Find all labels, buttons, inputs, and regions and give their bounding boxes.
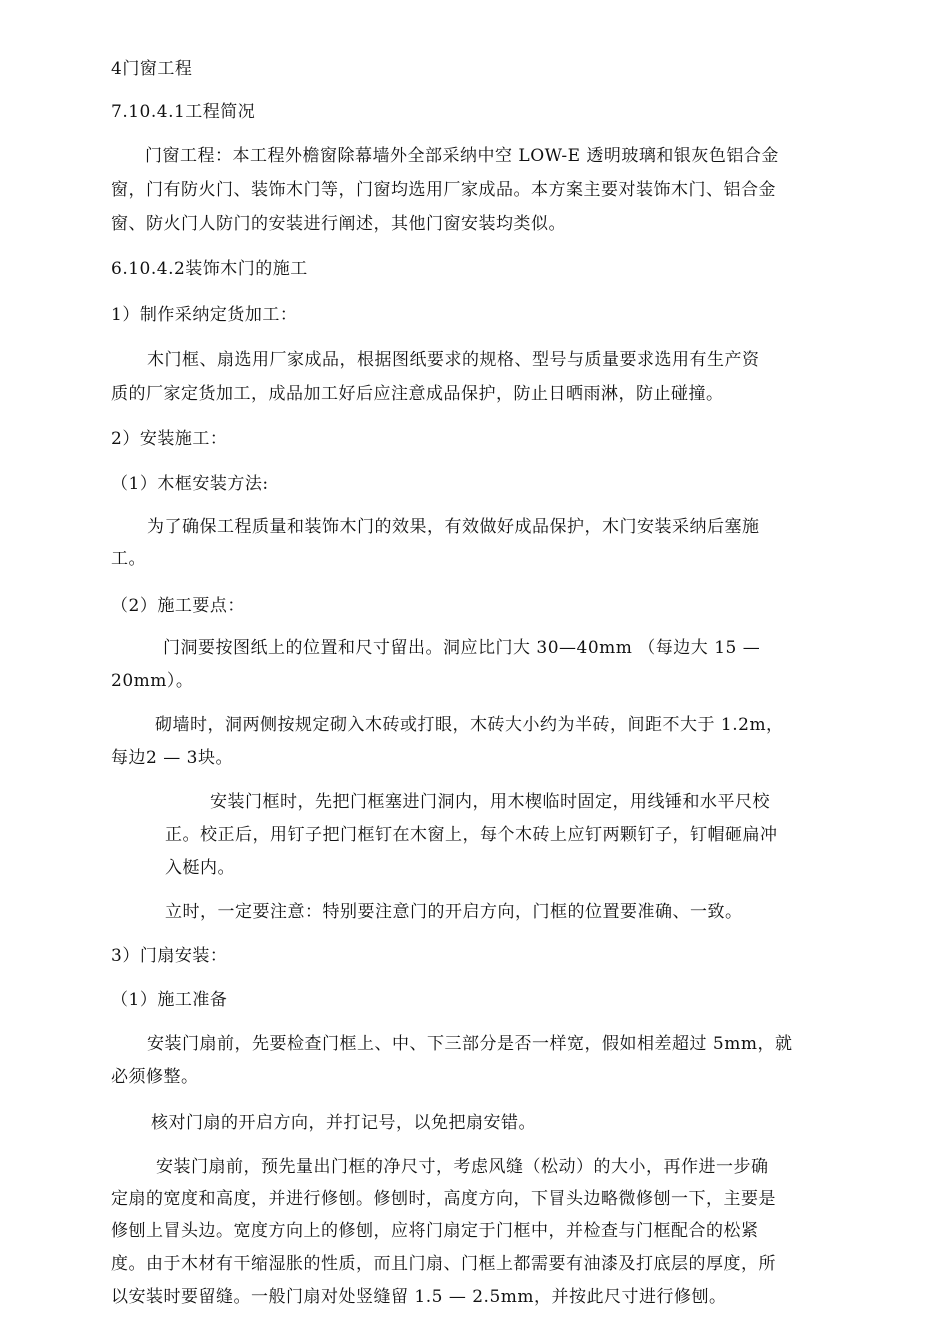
paragraph-line: 为了确保工程质量和装饰木门的效果，有效做好成品保护，木门安装采纳后塞施 xyxy=(147,517,760,537)
heading-line: 4门窗工程 xyxy=(111,59,193,79)
paragraph-line: 每边2 — 3块。 xyxy=(111,748,233,768)
paragraph-line: 度。由于木材有干缩湿胀的性质，而且门扇、门框上都需要有油漆及打底层的厚度，所 xyxy=(111,1254,776,1274)
heading-line: 6.10.4.2装饰木门的施工 xyxy=(111,259,308,279)
paragraph-line: 安装门扇前，先要检查门框上、中、下三部分是否一样宽，假如相差超过 5mm，就 xyxy=(147,1034,793,1054)
paragraph-line: 以安装时要留缝。一般门扇对处竖缝留 1.5 — 2.5mm，并按此尺寸进行修刨。 xyxy=(111,1287,727,1307)
paragraph-line: 砌墙时，洞两侧按规定砌入木砖或打眼，木砖大小约为半砖，间距不大于 1.2m， xyxy=(155,715,784,735)
paragraph-line: 门洞要按图纸上的位置和尺寸留出。洞应比门大 30—40mm （每边大 15 — xyxy=(163,638,761,658)
paragraph-line: 工。 xyxy=(111,549,146,569)
heading-line: 2）安装施工： xyxy=(111,429,228,449)
paragraph-line: 必须修整。 xyxy=(111,1067,199,1087)
heading-line: （1）木框安装方法: xyxy=(111,474,269,494)
heading-line: （1）施工准备 xyxy=(111,990,228,1010)
heading-line: 3）门扇安装： xyxy=(111,946,228,966)
heading-line: 7.10.4.1工程简况 xyxy=(111,102,256,122)
paragraph-line: 窗，门有防火门、装饰木门等，门窗均选用厂家成品。本方案主要对装饰木门、铝合金 xyxy=(111,180,776,200)
paragraph-line: 定扇的宽度和高度，并进行修刨。修刨时，高度方向，下冒头边略微修刨一下，主要是 xyxy=(111,1189,776,1209)
paragraph-line: 20mm）。 xyxy=(111,671,194,691)
paragraph-line: 安装门框时，先把门框塞进门洞内，用木楔临时固定，用线锤和水平尺校 xyxy=(210,792,770,812)
heading-line: （2）施工要点： xyxy=(111,596,245,616)
paragraph-line: 窗、防火门人防门的安装进行阐述，其他门窗安装均类似。 xyxy=(111,214,566,234)
paragraph-line: 核对门扇的开启方向，并打记号，以免把扇安错。 xyxy=(151,1113,536,1133)
paragraph-line: 木门框、扇选用厂家成品，根据图纸要求的规格、型号与质量要求选用有生产资 xyxy=(147,350,760,370)
paragraph-line: 质的厂家定货加工，成品加工好后应注意成品保护，防止日晒雨淋，防止碰撞。 xyxy=(111,384,724,404)
paragraph-line: 正。校正后，用钉子把门框钉在木窗上，每个木砖上应钉两颗钉子，钉帽砸扁冲 xyxy=(165,825,778,845)
paragraph-line: 立时，一定要注意：特别要注意门的开启方向，门框的位置要准确、一致。 xyxy=(165,902,743,922)
heading-line: 1）制作采纳定货加工： xyxy=(111,305,298,325)
paragraph-line: 入梃内。 xyxy=(165,858,235,878)
paragraph-line: 门窗工程：本工程外檐窗除幕墙外全部采纳中空 LOW-E 透明玻璃和银灰色铝合金 xyxy=(145,146,779,166)
paragraph-line: 安装门扇前，预先量出门框的净尺寸，考虑风缝（松动）的大小，再作进一步确 xyxy=(156,1157,769,1177)
paragraph-line: 修刨上冒头边。宽度方向上的修刨，应将门扇定于门框中，并检查与门框配合的松紧 xyxy=(111,1221,759,1241)
